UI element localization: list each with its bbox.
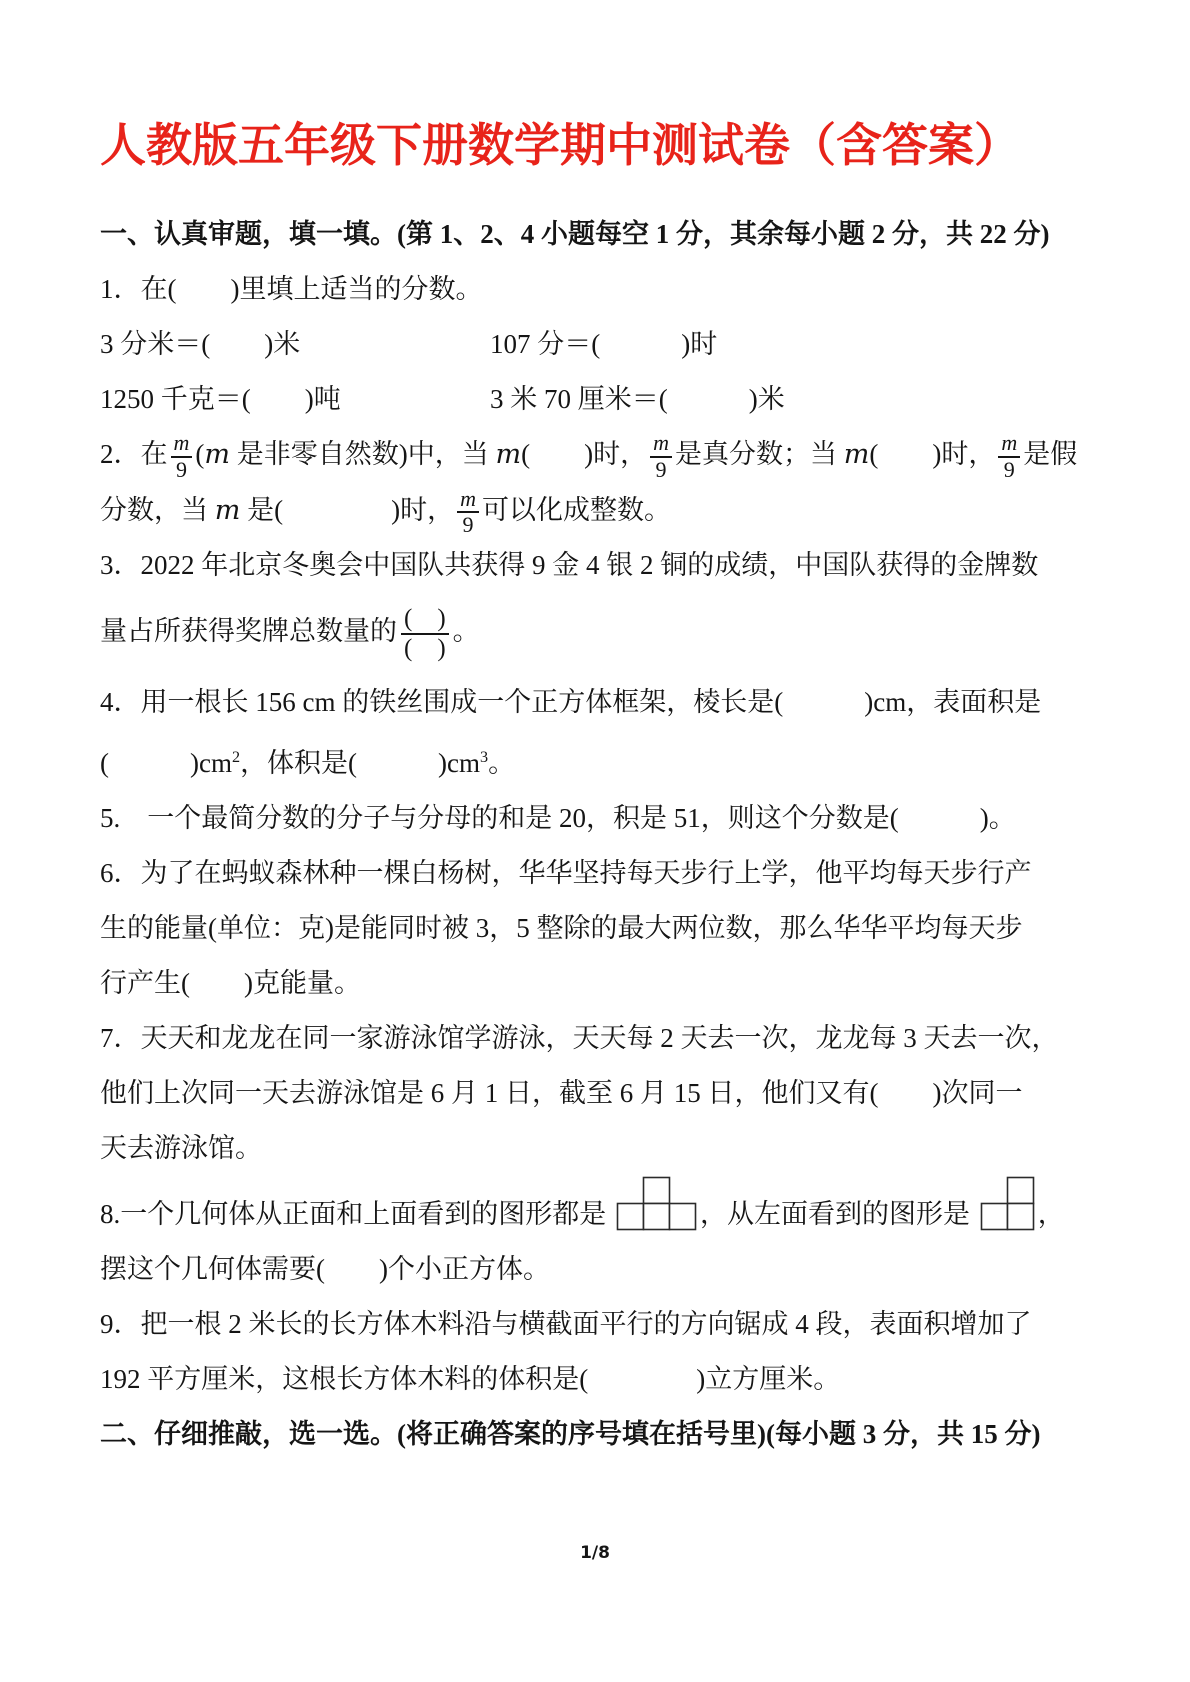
text-run: 量占所获得奖牌总数量的 <box>100 616 397 647</box>
text-run: 8.一个几何体从正面和上面看到的图形都是 <box>100 1199 613 1230</box>
text-run: ( <box>195 439 205 470</box>
text-run: 可以化成整数。 <box>481 494 671 525</box>
text-run: 3．2022 年北京冬奥会中国队共获得 9 金 4 银 2 铜的成绩，中国队获得的金牌数 <box>100 550 1039 581</box>
text-run: ，体积是( )cm <box>240 748 481 779</box>
text-run: ( )cm <box>100 748 232 779</box>
text-run: 是( )时， <box>240 494 455 525</box>
fraction-numerator: ( ) <box>401 605 449 635</box>
text-run: 是非零自然数)中，当 <box>230 439 496 470</box>
superscript: 3 <box>480 748 489 767</box>
question-6-line-3 <box>100 956 1104 1011</box>
fraction-numerator: m <box>650 431 672 458</box>
question-1-blank-row-1 <box>100 317 1104 372</box>
text-run: ，从左面看到的图形是 <box>700 1199 977 1230</box>
page-number: 1/8 <box>580 1543 610 1563</box>
cube-view-diagram <box>616 1176 697 1231</box>
question-2-line-1 <box>100 427 1104 482</box>
page-title: 人教版五年级下册数学期中测试卷（含答案） <box>100 120 1020 171</box>
question-4-line-2 <box>100 730 1104 791</box>
question-3-line-1 <box>100 538 1104 593</box>
math-variable: m <box>843 439 870 471</box>
fraction-numerator: m <box>171 431 193 458</box>
text-run: 7．天天和龙龙在同一家游泳馆学游泳，天天每 2 天去一次，龙龙每 3 天去一次， <box>100 1023 1059 1054</box>
text-run: 二、仔细推敲，选一选。(将正确答案的序号填在括号里)(每小题 3 分，共 15 分) <box>100 1419 1041 1450</box>
document-body <box>100 207 1104 1462</box>
text-run: 。 <box>452 616 480 647</box>
fraction-numerator: m <box>998 431 1020 458</box>
question-9-line-2 <box>100 1352 1104 1407</box>
fraction-denominator: 9 <box>655 456 667 482</box>
question-2-line-2 <box>100 483 1104 538</box>
text-run: ( )时， <box>521 439 648 470</box>
text-run: 是假 <box>1023 439 1078 470</box>
text-run: 3 米 70 厘米＝( )米 <box>490 384 785 415</box>
text-run: 6．为了在蚂蚁森林种一棵白杨树，华华坚持每天步行上学，他平均每天步行产 <box>100 858 1032 889</box>
text-run: 192 平方厘米，这根长方体木料的体积是( )立方厘米。 <box>100 1364 841 1395</box>
text-run: 天去游泳馆。 <box>100 1133 262 1164</box>
question-1-blank-row-1-col-2 <box>490 329 717 359</box>
fraction <box>171 431 193 482</box>
text-run: 2．在 <box>100 439 168 470</box>
section-two-header <box>100 1407 1104 1462</box>
section-one-header <box>100 207 1104 262</box>
fraction <box>401 605 449 663</box>
question-1-blank-row-2-col-1 <box>100 372 490 427</box>
cube-view-diagram <box>980 1176 1035 1231</box>
superscript: 2 <box>231 748 241 767</box>
text-run: 是真分数；当 <box>674 439 844 470</box>
text-run: 1．在( )里填上适当的分数。 <box>100 274 483 305</box>
question-1-intro <box>100 262 1104 317</box>
question-1-blank-row-1-col-1 <box>100 317 490 372</box>
question-9-line-1 <box>100 1297 1104 1352</box>
fraction <box>998 431 1020 482</box>
question-8-line-1 <box>100 1176 1104 1242</box>
text-run: 他们上次同一天去游泳馆是 6 月 1 日，截至 6 月 15 日，他们又有( )次同一 <box>100 1078 1023 1109</box>
question-6-line-1 <box>100 846 1104 901</box>
math-variable: m <box>495 439 522 471</box>
math-variable: m <box>204 439 230 471</box>
text-run: 4．用一根长 156 cm 的铁丝围成一个正方体框架，棱长是( )cm，表面积是 <box>100 687 1042 718</box>
question-5 <box>100 791 1104 846</box>
fraction-numerator: m <box>457 487 479 514</box>
text-run: 摆这个几何体需要( )个小正方体。 <box>100 1254 550 1285</box>
fraction <box>457 487 479 538</box>
math-variable: m <box>214 494 241 526</box>
text-run: 1250 千克＝( )吨 <box>100 384 341 415</box>
fraction-denominator: 9 <box>462 512 474 538</box>
text-run: ( )时， <box>869 439 996 470</box>
question-8-line-2 <box>100 1242 1104 1297</box>
question-4-line-1 <box>100 675 1104 730</box>
question-1-blank-row-2-col-2 <box>490 384 785 414</box>
text-run: 5. 一个最简分数的分子与分母的和是 20，积是 51，则这个分数是( )。 <box>100 803 1016 834</box>
text-run: ， <box>1037 1199 1065 1230</box>
fraction-denominator: 9 <box>175 456 187 482</box>
text-run: 分数，当 <box>100 494 215 525</box>
question-7-line-2 <box>100 1066 1104 1121</box>
question-6-line-2 <box>100 901 1104 956</box>
text-run: 生的能量(单位：克)是能同时被 3，5 整除的最大两位数，那么华华平均每天步 <box>100 913 1023 944</box>
text-run: 。 <box>488 748 516 779</box>
question-1-blank-row-2 <box>100 372 1104 427</box>
fraction-denominator: ( ) <box>404 635 446 663</box>
question-7-line-3 <box>100 1121 1104 1176</box>
question-3-line-2 <box>100 593 1104 675</box>
fraction <box>650 431 672 482</box>
text-run: 3 分米＝( )米 <box>100 329 301 360</box>
fraction-denominator: 9 <box>1003 456 1015 482</box>
text-run: 107 分＝( )时 <box>490 329 718 360</box>
text-run: 9．把一根 2 米长的长方体木料沿与横截面平行的方向锯成 4 段，表面积增加了 <box>100 1309 1032 1340</box>
text-run: 一、认真审题，填一填。(第 1、2、4 小题每空 1 分，其余每小题 2 分，共 22 分) <box>100 219 1050 250</box>
question-7-line-1 <box>100 1011 1104 1066</box>
text-run: 行产生( )克能量。 <box>100 968 361 999</box>
